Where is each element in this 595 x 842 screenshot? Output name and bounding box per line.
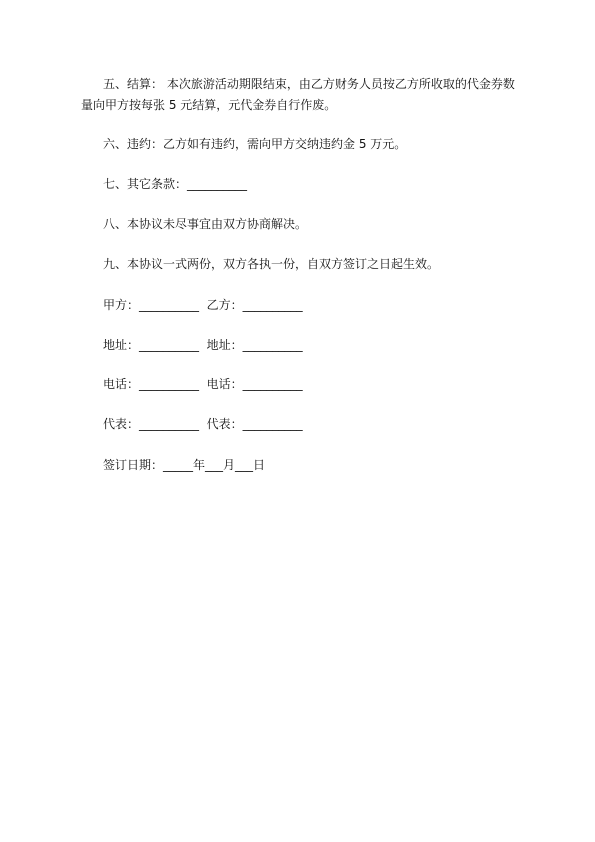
signature-address-line: 地址：__________ 地址：__________ xyxy=(103,338,303,352)
clause-breach: 六、违约：乙方如有违约，需向甲方交纳违约金 5 万元。 xyxy=(103,137,407,151)
signature-representative-line: 代表：__________ 代表：__________ xyxy=(103,417,303,431)
clause-other-terms: 七、其它条款：__________ xyxy=(103,177,248,191)
clause-unresolved-matters: 八、本协议未尽事宜由双方协商解决。 xyxy=(103,217,308,231)
clause-copies-effective: 九、本协议一式两份，双方各执一份，自双方签订之日起生效。 xyxy=(103,257,440,271)
clause-settlement: 五、结算： 本次旅游活动期限结束，由乙方财务人员按乙方所收取的代金券数量向甲方按每张 5 元结算，元代金券自行作废。 xyxy=(81,77,515,112)
signature-phone-line: 电话：__________ 电话：__________ xyxy=(103,377,303,391)
signature-party-line: 甲方：__________ 乙方：__________ xyxy=(103,298,303,312)
signature-date-line: 签订日期：_____年___月___日 xyxy=(103,458,266,472)
